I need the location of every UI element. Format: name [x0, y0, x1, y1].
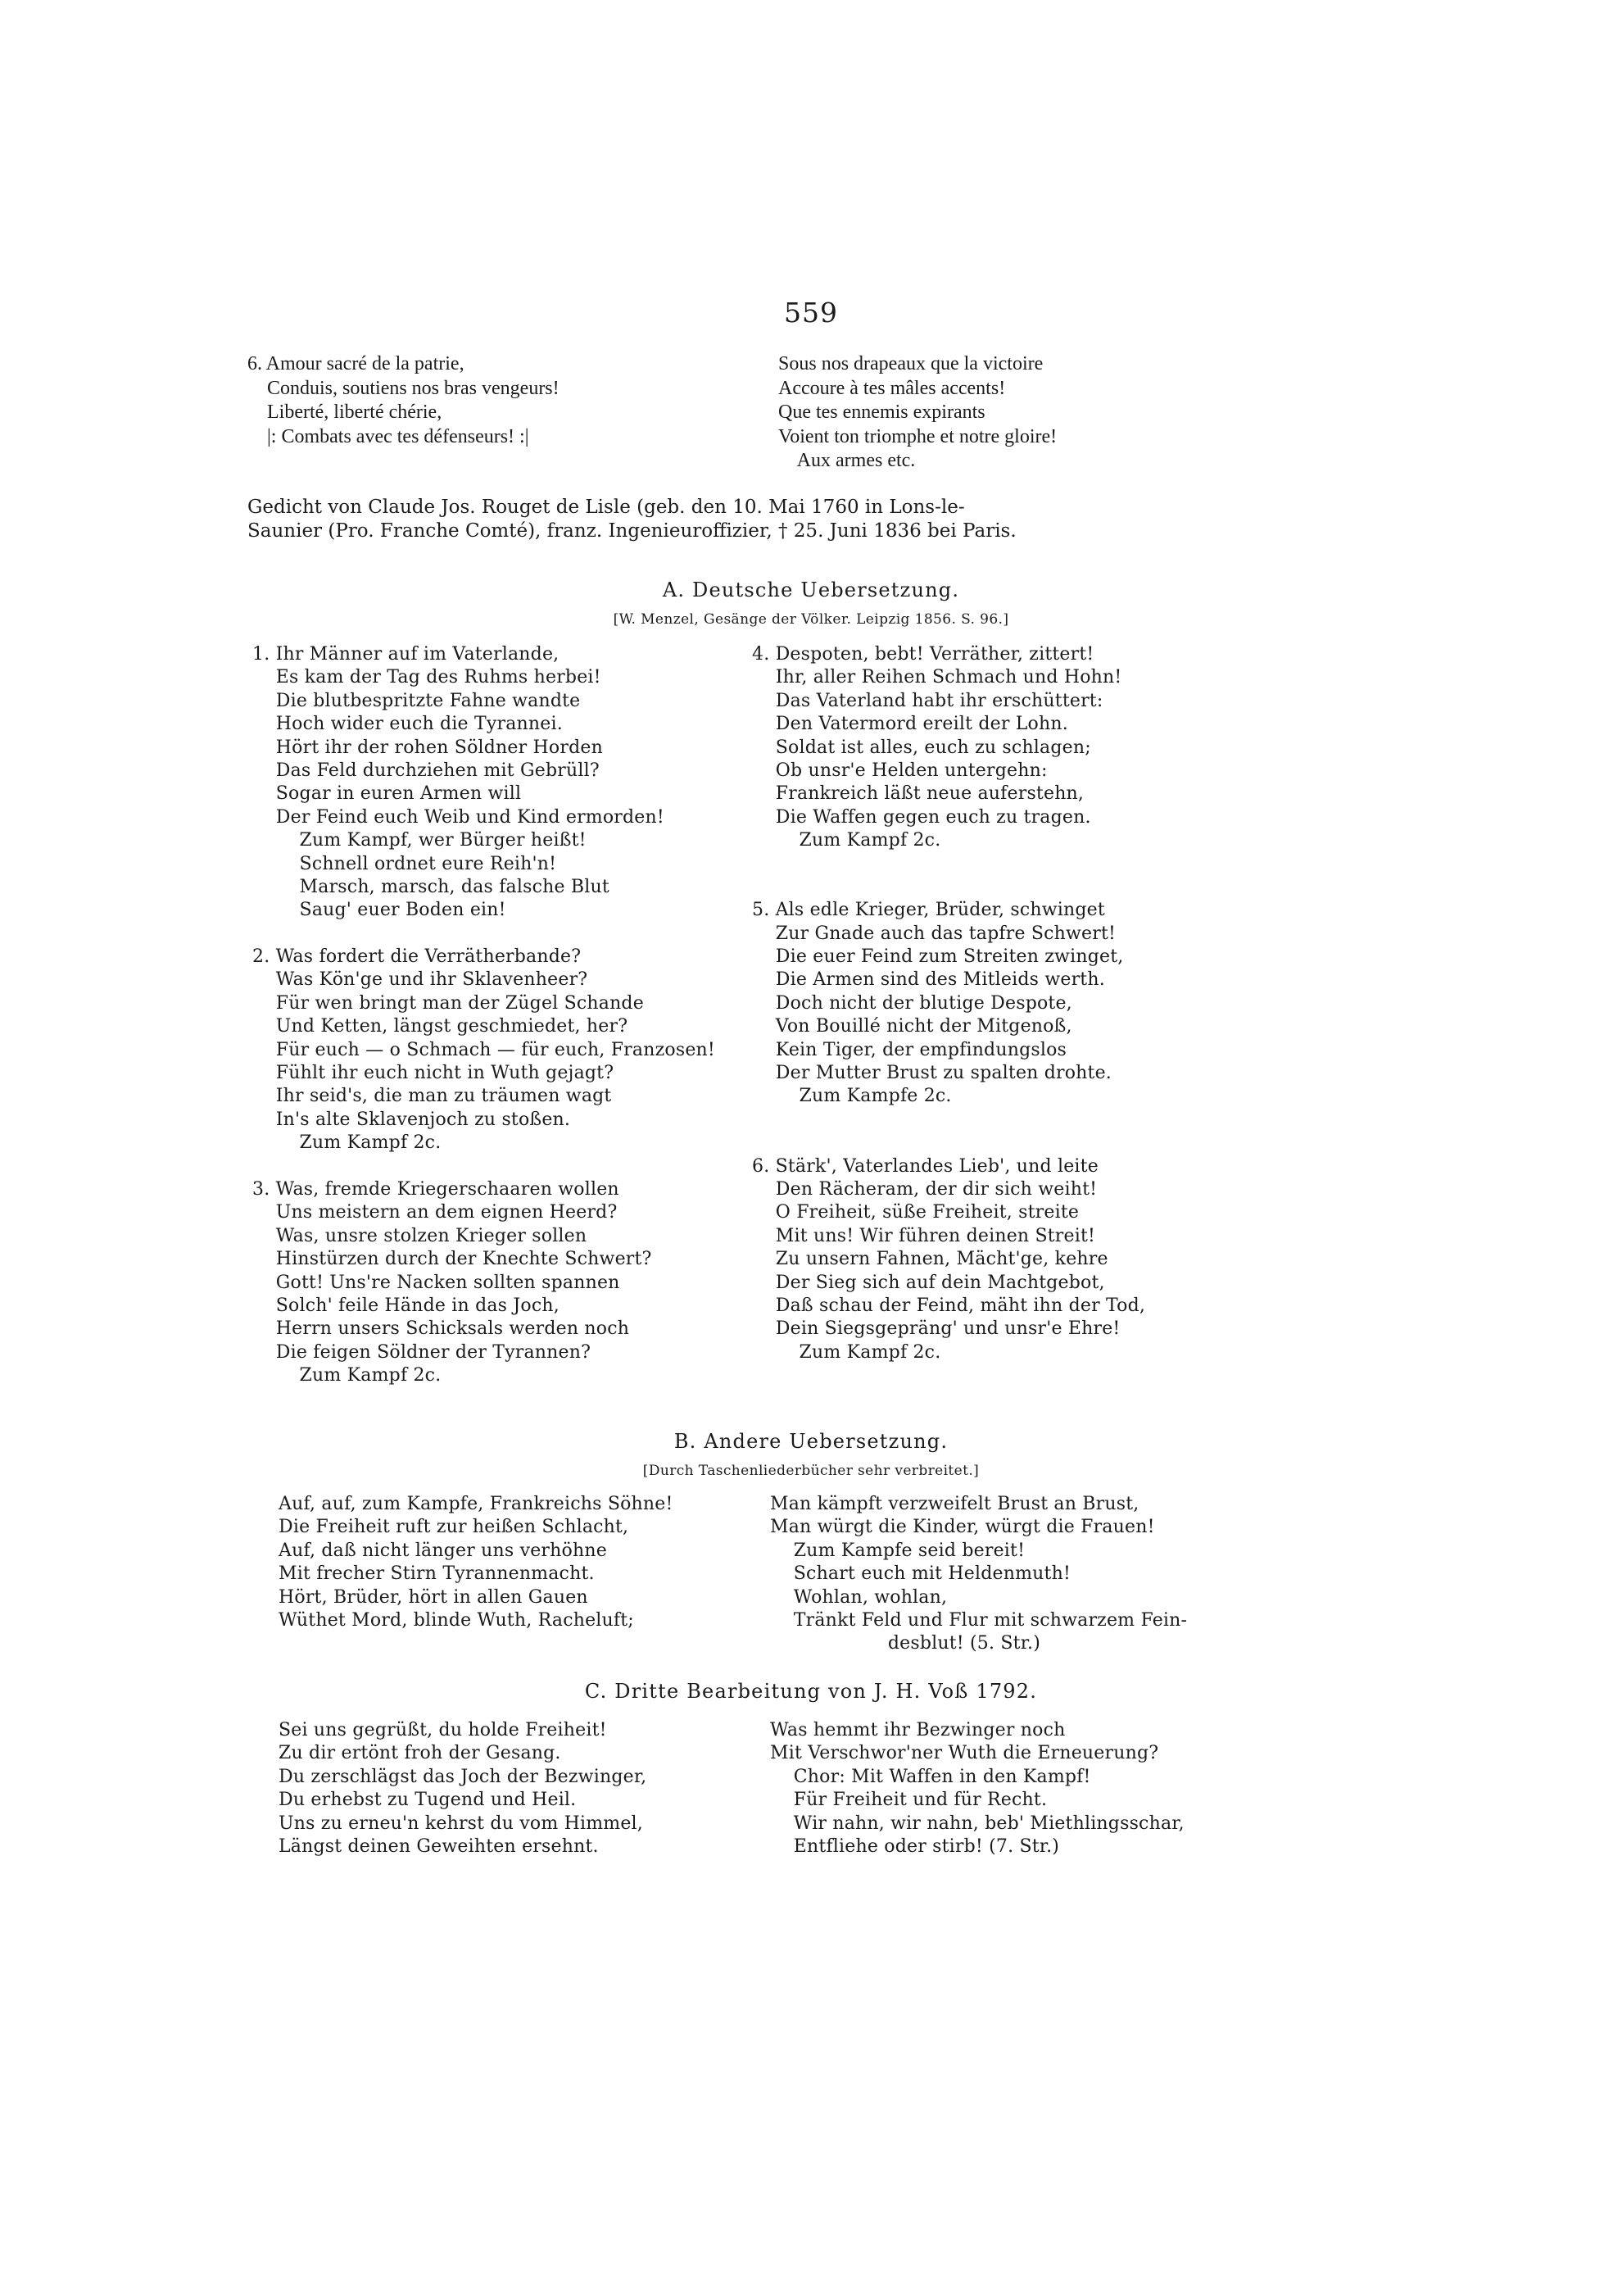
section-a-heading: A. Deutsche Uebersetzung. [662, 579, 960, 601]
verse-line: Die feigen Söldner der Tyrannen? [252, 1341, 591, 1363]
verse-line: Ihr seid's, die man zu träumen wagt [252, 1086, 612, 1107]
verse-line: Die blutbespritzte Fahne wandte [252, 690, 581, 711]
section-a-left-column [252, 643, 715, 1388]
section-b-heading: B. Andere Uebersetzung. [673, 1430, 949, 1453]
verse-line: Zum Kampfe 2c. [752, 1086, 952, 1107]
verse-line: Ob unsr'e Helden untergehn: [752, 760, 1048, 781]
verse-line: Für Freiheit und für Recht. [770, 1790, 1048, 1811]
verse-line: Hört ihr der rohen Söldner Horden [252, 737, 603, 758]
verse-line: Solch' feile Hände in das Joch, [252, 1295, 560, 1316]
section-b-right-column [770, 1493, 1187, 1656]
verse-line: Mit Verschwor'ner Wuth die Erneuerung? [770, 1743, 1159, 1764]
verse-line: 4. Despoten, bebt! Verräther, zittert! [752, 644, 1094, 665]
verse-line: 6. Amour sacré de la patrie, [247, 353, 464, 374]
verse-line: Den Vatermord ereilt der Lohn. [752, 714, 1068, 735]
verse-line: Die euer Feind zum Streiten zwinget, [752, 946, 1124, 968]
verse-line: Dein Siegsgepräng' und unsr'e Ehre! [752, 1318, 1121, 1340]
verse-line: Die Armen sind des Mitleids werth. [752, 969, 1105, 991]
section-a-right-column [752, 643, 1145, 1364]
verse-line: In's alte Sklavenjoch zu stoßen. [252, 1109, 571, 1130]
verse-line: Man kämpft verzweifelt Brust an Brust, [770, 1494, 1139, 1514]
verse-line: Zum Kampf 2c. [752, 1341, 941, 1363]
verse-line: Tränkt Feld und Flur mit schwarzem Fein- [770, 1609, 1188, 1631]
poem-attribution: Gedicht von Claude Jos. Rouget de Lisle (geb. den 10. Mai 1760 in Lons-le- Saunier (Pro. Franche Comté), franz. Ingenieuroffizier, † 25. Juni 1836 bei Paris. [247, 497, 1017, 542]
verse-line: Auf, daß nicht länger uns verhöhne [279, 1540, 607, 1561]
verse-line: Zum Kampf, wer Bürger heißt! [252, 830, 587, 851]
verse-line: Conduis, soutiens nos bras vengeurs! [247, 377, 560, 399]
verse-line: Sogar in euren Armen will [252, 783, 522, 805]
verse-line: Herrn unsers Schicksals werden noch [252, 1318, 630, 1340]
verse-line: Was hemmt ihr Bezwinger noch [770, 1720, 1066, 1740]
verse-line: Saug' euer Boden ein! [252, 900, 506, 921]
verse-line: Zum Kampf 2c. [252, 1365, 442, 1386]
verse-line: Fühlt ihr euch nicht in Wuth gejagt? [252, 1063, 614, 1084]
section-b-left-column [279, 1493, 673, 1632]
verse-line: Längst deinen Geweihten ersehnt. [279, 1835, 599, 1857]
verse-line: Was, unsre stolzen Krieger sollen [252, 1225, 587, 1246]
verse-line: Zum Kampfe seid bereit! [770, 1540, 1026, 1561]
section-c-right-column [770, 1719, 1185, 1858]
verse-line: Kein Tiger, der empfindungslos [752, 1039, 1067, 1060]
verse-line: Gott! Uns're Nacken sollten spannen [252, 1272, 620, 1293]
verse-line: Für euch — o Schmach — für euch, Franzosen! [252, 1039, 715, 1060]
verse-line: Uns zu erneu'n kehrst du vom Himmel, [279, 1813, 643, 1834]
verse-line: Hoch wider euch die Tyrannei. [252, 714, 563, 735]
verse-line: Que tes ennemis expirants [778, 402, 985, 423]
french-stanza-right [778, 352, 1057, 474]
french-stanza-left [247, 352, 560, 449]
verse-line: Schnell ordnet eure Reih'n! [252, 853, 557, 874]
verse-line: Hinstürzen durch der Knechte Schwert? [252, 1249, 652, 1270]
verse-line [252, 923, 715, 946]
verse-line: Soldat ist alles, euch zu schlagen; [752, 737, 1091, 758]
verse-line: Zum Kampf 2c. [252, 1132, 442, 1154]
verse-line: Ihr, aller Reihen Schmach und Hohn! [752, 667, 1122, 688]
verse-line: O Freiheit, süße Freiheit, streite [752, 1202, 1080, 1223]
verse-line: Was Kön'ge und ihr Sklavenheer? [252, 969, 588, 991]
verse-line: Marsch, marsch, das falsche Blut [252, 876, 609, 897]
verse-line: Hört, Brüder, hört in allen Gauen [279, 1586, 588, 1608]
verse-line: Daß schau der Feind, mäht ihn der Tod, [752, 1295, 1146, 1316]
verse-line [252, 1155, 715, 1178]
verse-line: Frankreich läßt neue auferstehn, [752, 783, 1085, 805]
verse-line: Zu dir ertönt froh der Gesang. [279, 1743, 561, 1764]
verse-line: Für wen bringt man der Zügel Schande [252, 992, 644, 1014]
verse-line: desblut! (5. Str.) [770, 1633, 1040, 1654]
verse-line: 6. Stärk', Vaterlandes Lieb', und leite [752, 1155, 1099, 1177]
verse-line: Wüthet Mord, blinde Wuth, Racheluft; [279, 1609, 634, 1631]
verse-line [752, 853, 1145, 876]
verse-line: Die Freiheit ruft zur heißen Schlacht, [279, 1517, 629, 1538]
verse-line: Entfliehe oder stirb! (7. Str.) [770, 1835, 1060, 1857]
verse-line: Auf, auf, zum Kampfe, Frankreichs Söhne! [279, 1494, 673, 1514]
verse-line: Schart euch mit Heldenmuth! [770, 1563, 1071, 1585]
verse-line: Den Rächeram, der dir sich weiht! [752, 1178, 1098, 1200]
verse-line [752, 1109, 1145, 1132]
verse-line: Du zerschlägst das Joch der Bezwinger, [279, 1766, 647, 1787]
verse-line: Sei uns gegrüßt, du holde Freiheit! [279, 1720, 607, 1740]
verse-line: Man würgt die Kinder, würgt die Frauen! [770, 1517, 1155, 1538]
verse-line: Sous nos drapeaux que la victoire [778, 353, 1044, 374]
verse-line: Von Bouillé nicht der Mitgenoß, [752, 1016, 1072, 1037]
verse-line: Mit uns! Wir führen deinen Streit! [752, 1225, 1096, 1246]
verse-line [752, 876, 1145, 899]
section-a-source: [W. Menzel, Gesänge der Völker. Leipzig 1856. S. 96.] [613, 611, 1009, 628]
verse-line: Accoure à tes mâles accents! [778, 377, 1006, 399]
verse-line: Die Waffen gegen euch zu tragen. [752, 806, 1091, 828]
verse-line: Voient ton triomphe et notre gloire! [778, 425, 1058, 447]
verse-line: Zur Gnade auch das tapfre Schwert! [752, 923, 1117, 944]
verse-line: 2. Was fordert die Verrätherbande? [252, 946, 582, 968]
verse-line: Zum Kampf 2c. [752, 830, 941, 851]
verse-line: Mit frecher Stirn Tyrannenmacht. [279, 1563, 595, 1585]
verse-line: Du erhebst zu Tugend und Heil. [279, 1790, 577, 1811]
verse-line: Der Feind euch Weib und Kind ermorden! [252, 806, 664, 828]
verse-line: Der Mutter Brust zu spalten drohte. [752, 1063, 1112, 1084]
verse-line: Der Sieg sich auf dein Machtgebot, [752, 1272, 1105, 1293]
verse-line: 1. Ihr Männer auf im Vaterlande, [252, 644, 560, 665]
section-c-heading: C. Dritte Bearbeitung von J. H. Voß 1792. [584, 1680, 1038, 1703]
section-b-source: [Durch Taschenliederbücher sehr verbreitet.] [642, 1463, 980, 1479]
verse-line: Liberté, liberté chérie, [247, 402, 442, 423]
verse-line: Es kam der Tag des Ruhms herbei! [252, 667, 601, 688]
verse-line: Doch nicht der blutige Despote, [752, 992, 1072, 1014]
verse-line [752, 1132, 1145, 1155]
verse-line: |: Combats avec tes défenseurs! :| [247, 425, 529, 447]
verse-line: Das Feld durchziehen mit Gebrüll? [252, 760, 600, 781]
verse-line: Chor: Mit Waffen in den Kampf! [770, 1766, 1091, 1787]
verse-line: 3. Was, fremde Kriegerschaaren wollen [252, 1178, 619, 1200]
verse-line: Wir nahn, wir nahn, beb' Miethlingsschar, [770, 1813, 1185, 1834]
page-number: 559 [784, 297, 838, 329]
verse-line: Wohlan, wohlan, [770, 1586, 948, 1608]
verse-line: Das Vaterland habt ihr erschüttert: [752, 690, 1103, 711]
verse-line: Uns meistern an dem eignen Heerd? [252, 1202, 618, 1223]
verse-line: 5. Als edle Krieger, Brüder, schwinget [752, 900, 1105, 921]
verse-line: Zu unsern Fahnen, Mächt'ge, kehre [752, 1249, 1108, 1270]
verse-line: Aux armes etc. [778, 450, 916, 471]
verse-line: Und Ketten, längst geschmiedet, her? [252, 1016, 628, 1037]
section-c-left-column [279, 1719, 646, 1858]
